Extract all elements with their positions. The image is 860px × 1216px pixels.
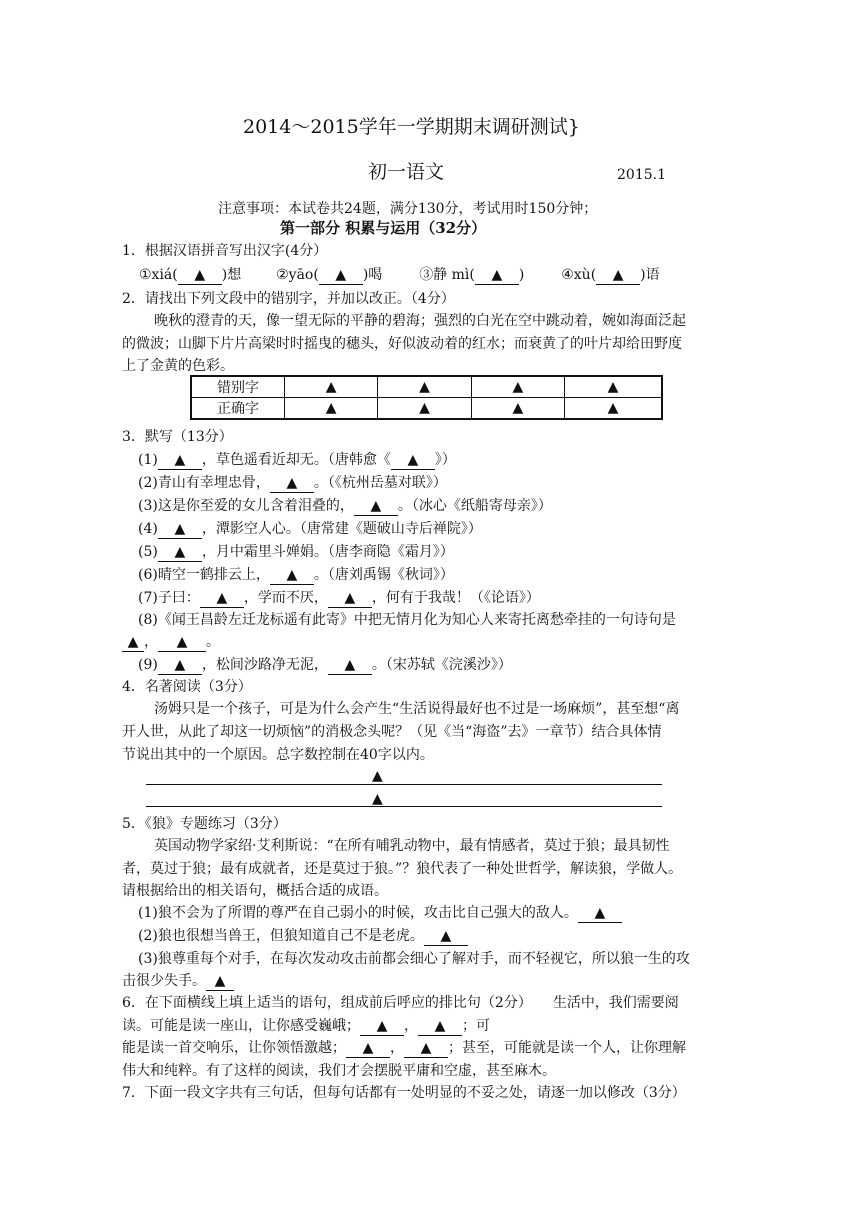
q3-text: ，松间沙路净无泥， [201,657,328,673]
q5-subquestion-2 [138,926,468,946]
q3-blank[interactable]: ▲ [158,657,202,675]
table-row [191,398,662,420]
q2-cell-wrong-4[interactable]: ▲ [565,376,662,398]
q2-correction-table [190,375,663,420]
q1-stem: 1．根据汉语拼音写出汉字(4分） [122,243,328,259]
q6-line-4: 伟大和纯粹。有了这样的阅读，我们才会摆脱平庸和空虚，甚至麻木。 [122,1063,556,1079]
q6-line-3 [122,1038,686,1058]
q5-text: (2)狼也很想当兽王，但狼知道自己不是老虎。 [138,928,424,944]
q3-item-number: (5) [138,544,158,560]
part1-heading: 第一部分 积累与运用（32分） [280,219,487,237]
q2-row-label-correct: 正确字 [191,398,285,420]
q3-text: ，何有于我哉！（《论语》） [371,590,540,606]
q4-answer-marker: ▲ [372,768,383,784]
q5-passage-line: 英国动物学家绍·艾利斯说：“在所有哺乳动物中，最有情感者，莫过于狼；最具韧性 [154,838,670,854]
q3-text: (3)这是你至爱的女儿含着泪叠的， [138,498,354,514]
q3-text: 。（唐刘禹锡《秋词》） [313,567,454,583]
exam-title: 2014～2015学年一学期期末调研测试} [243,116,580,138]
q3-text: ，潭影空人心。（唐常建《题破山寺后禅院》） [201,521,482,537]
q3-blank[interactable]: ▲ [270,475,314,493]
q4-stem: 4．名著阅读（3分） [122,679,252,695]
q6-text: 读。可能是读一座山，让你感受巍峨； [122,1018,360,1034]
q3-text: 。（冰心《纸船寄母亲》） [397,498,552,514]
q4-passage-line: 汤姆只是一个孩子，可是为什么会产生“生活说得最好也不过是一场麻烦”，甚至想“离 [154,701,680,717]
q3-text: ， [144,634,158,650]
q2-cell-correct-4[interactable]: ▲ [565,398,662,420]
q2-cell-wrong-3[interactable]: ▲ [471,376,564,398]
q6-blank[interactable]: ▲ [404,1040,448,1058]
q2-cell-correct-2[interactable]: ▲ [378,398,471,420]
q1-item1-prefix: ①xiá( [139,267,178,283]
q6-line-2 [122,1016,490,1036]
q1-blank-2[interactable]: ▲ [319,267,363,285]
q5-blank[interactable]: ▲ [206,973,234,991]
q1-item4-prefix: ④xù( [561,267,597,283]
q4-passage-line: 节说出其中的一个原因。总字数控制在40字以内。 [122,747,434,763]
q2-cell-correct-3[interactable]: ▲ [471,398,564,420]
q3-line-6 [138,565,454,585]
q3-blank[interactable]: ▲ [328,590,372,608]
q6-blank[interactable]: ▲ [418,1018,462,1036]
q4-answer-line[interactable] [146,784,662,785]
q3-text: (2)青山有幸埋忠骨， [138,475,270,491]
q6-stem: 6．在下面横线上填上适当的语句，组成前后呼应的排比句（2分） 生活中，我们需要阅 [122,995,679,1011]
q6-blank[interactable]: ▲ [360,1018,404,1036]
q4-answer-line[interactable] [146,806,662,807]
q1-item1-suffix: )想 [221,267,242,283]
q1-item3-suffix: ) [518,267,525,283]
q1-items [139,265,660,285]
q3-blank[interactable]: ▲ [200,590,244,608]
q6-text: ；甚至，可能就是读一个人，让你理解 [448,1040,686,1056]
q4-passage-line: 开人世，从此了却这一切烦恼”的消极念头呢？（见《当“海盗”去》一章节）结合具体情 [122,724,662,740]
q3-blank[interactable]: ▲ [122,634,144,652]
q4-answer-marker: ▲ [372,791,383,807]
q3-blank[interactable]: ▲ [158,544,202,562]
q3-item-number: (1) [138,452,158,468]
q2-row-label-wrong: 错别字 [191,376,285,398]
q3-text: 。（宋苏轼《浣溪沙》） [371,657,512,673]
q3-blank[interactable]: ▲ [328,657,372,675]
q3-blank[interactable]: ▲ [270,567,314,585]
exam-subject: 初一语文 [368,161,445,183]
q5-stem: 5．《狼》专题练习（3分） [122,816,287,832]
q3-text: 。（《杭州岳墓对联》） [313,475,447,491]
q2-stem: 2．请找出下列文段中的错别字，并加以改正。（4分） [122,291,455,307]
q2-passage-line: 的微波；山脚下片片高梁时时摇曳的穗头，好似波动着的红水；而衰黄了的叶片却给田野度 [122,336,682,352]
q3-blank[interactable]: ▲ [158,634,206,652]
q3-text: (7)子曰： [138,590,200,606]
q3-blank[interactable]: ▲ [158,452,202,470]
q1-item2-prefix: ②yāo( [276,267,319,283]
q3-line-1 [138,450,456,470]
q2-passage-line: 晚秋的澄青的天，像一望无际的平静的碧海；强烈的白光在空中跳动着，婉如海面泛起 [154,313,686,329]
exam-date: 2015.1 [617,167,666,183]
q3-text: (6)晴空一鹤排云上， [138,567,270,583]
q5-passage-line: 者，莫过于狼；最有成就者，还是莫过于狼。”？狼代表了一种处世哲学，解读狼，学做人。 [122,861,683,877]
q3-text: 。 [206,634,220,650]
q6-blank[interactable]: ▲ [346,1040,390,1058]
q6-text: 能是读一首交响乐，让你领悟激越； [122,1040,346,1056]
q3-text: 》） [434,452,456,468]
q3-blank[interactable]: ▲ [158,521,202,539]
q3-line-3 [138,496,552,516]
q5-text: 击很少失手。 [122,973,206,989]
q5-subquestion-1 [138,903,622,923]
q5-subquestion-3-cont [122,971,234,991]
q3-line-2 [138,473,447,493]
exam-notice: 注意事项：本试卷共24题，满分130分，考试用时150分钟； [218,201,598,217]
q3-line-8-answer [122,632,220,652]
q2-passage-line: 上了金黄的色彩。 [122,358,234,374]
table-row [191,376,662,398]
q3-text: ，月中霜里斗婵娟。（唐李商隐《霜月》） [201,544,454,560]
q3-line-4 [138,519,482,539]
q3-line-5 [138,542,454,562]
q3-text: ，草色遥看近却无。（唐韩愈《 [201,452,391,468]
q3-item-number: (4) [138,521,158,537]
q5-passage-line: 请根据给出的相关语句，概括合适的成语。 [122,883,388,899]
q3-blank[interactable]: ▲ [391,452,435,470]
q5-text: (1)狼不会为了所谓的尊严在自己弱小的时候，攻击比自己强大的敌人。 [138,905,578,921]
q3-item-number: (9) [138,657,158,673]
q3-line-9 [138,655,512,675]
q3-stem: 3．默写（13分） [122,429,233,445]
q2-cell-correct-1[interactable]: ▲ [285,398,378,420]
q2-cell-wrong-2[interactable]: ▲ [378,376,471,398]
q3-line-8: (8)《闻王昌龄左迁龙标遥有此寄》中把无情月化为知心人来寄托离愁牵挂的一句诗句是 [138,612,676,628]
q6-text: ；可 [462,1018,490,1034]
q3-line-7 [138,588,540,608]
q6-text: ， [390,1040,404,1056]
q6-text: ， [404,1018,418,1034]
q1-blank-3[interactable]: ▲ [475,267,519,285]
q1-blank-4[interactable]: ▲ [596,267,640,285]
q1-item2-suffix: )喝 [362,267,383,283]
q3-blank[interactable]: ▲ [354,498,398,516]
q2-cell-wrong-1[interactable]: ▲ [285,376,378,398]
q5-blank[interactable]: ▲ [424,928,468,946]
q1-item4-suffix: )语 [640,267,660,283]
q7-stem: 7．下面一段文字共有三句话，但每句话都有一处明显的不妥之处，请逐一加以修改（3分） [122,1085,686,1101]
q1-item3-prefix: ③静 mì( [419,267,475,283]
q5-subquestion-3: (3)狼尊重每个对手，在每次发动攻击前都会细心了解对手，而不轻视它，所以狼一生的攻 [138,951,690,967]
q5-blank[interactable]: ▲ [578,905,622,923]
q1-blank-1[interactable]: ▲ [178,267,222,285]
q3-text: ，学而不厌， [243,590,328,606]
